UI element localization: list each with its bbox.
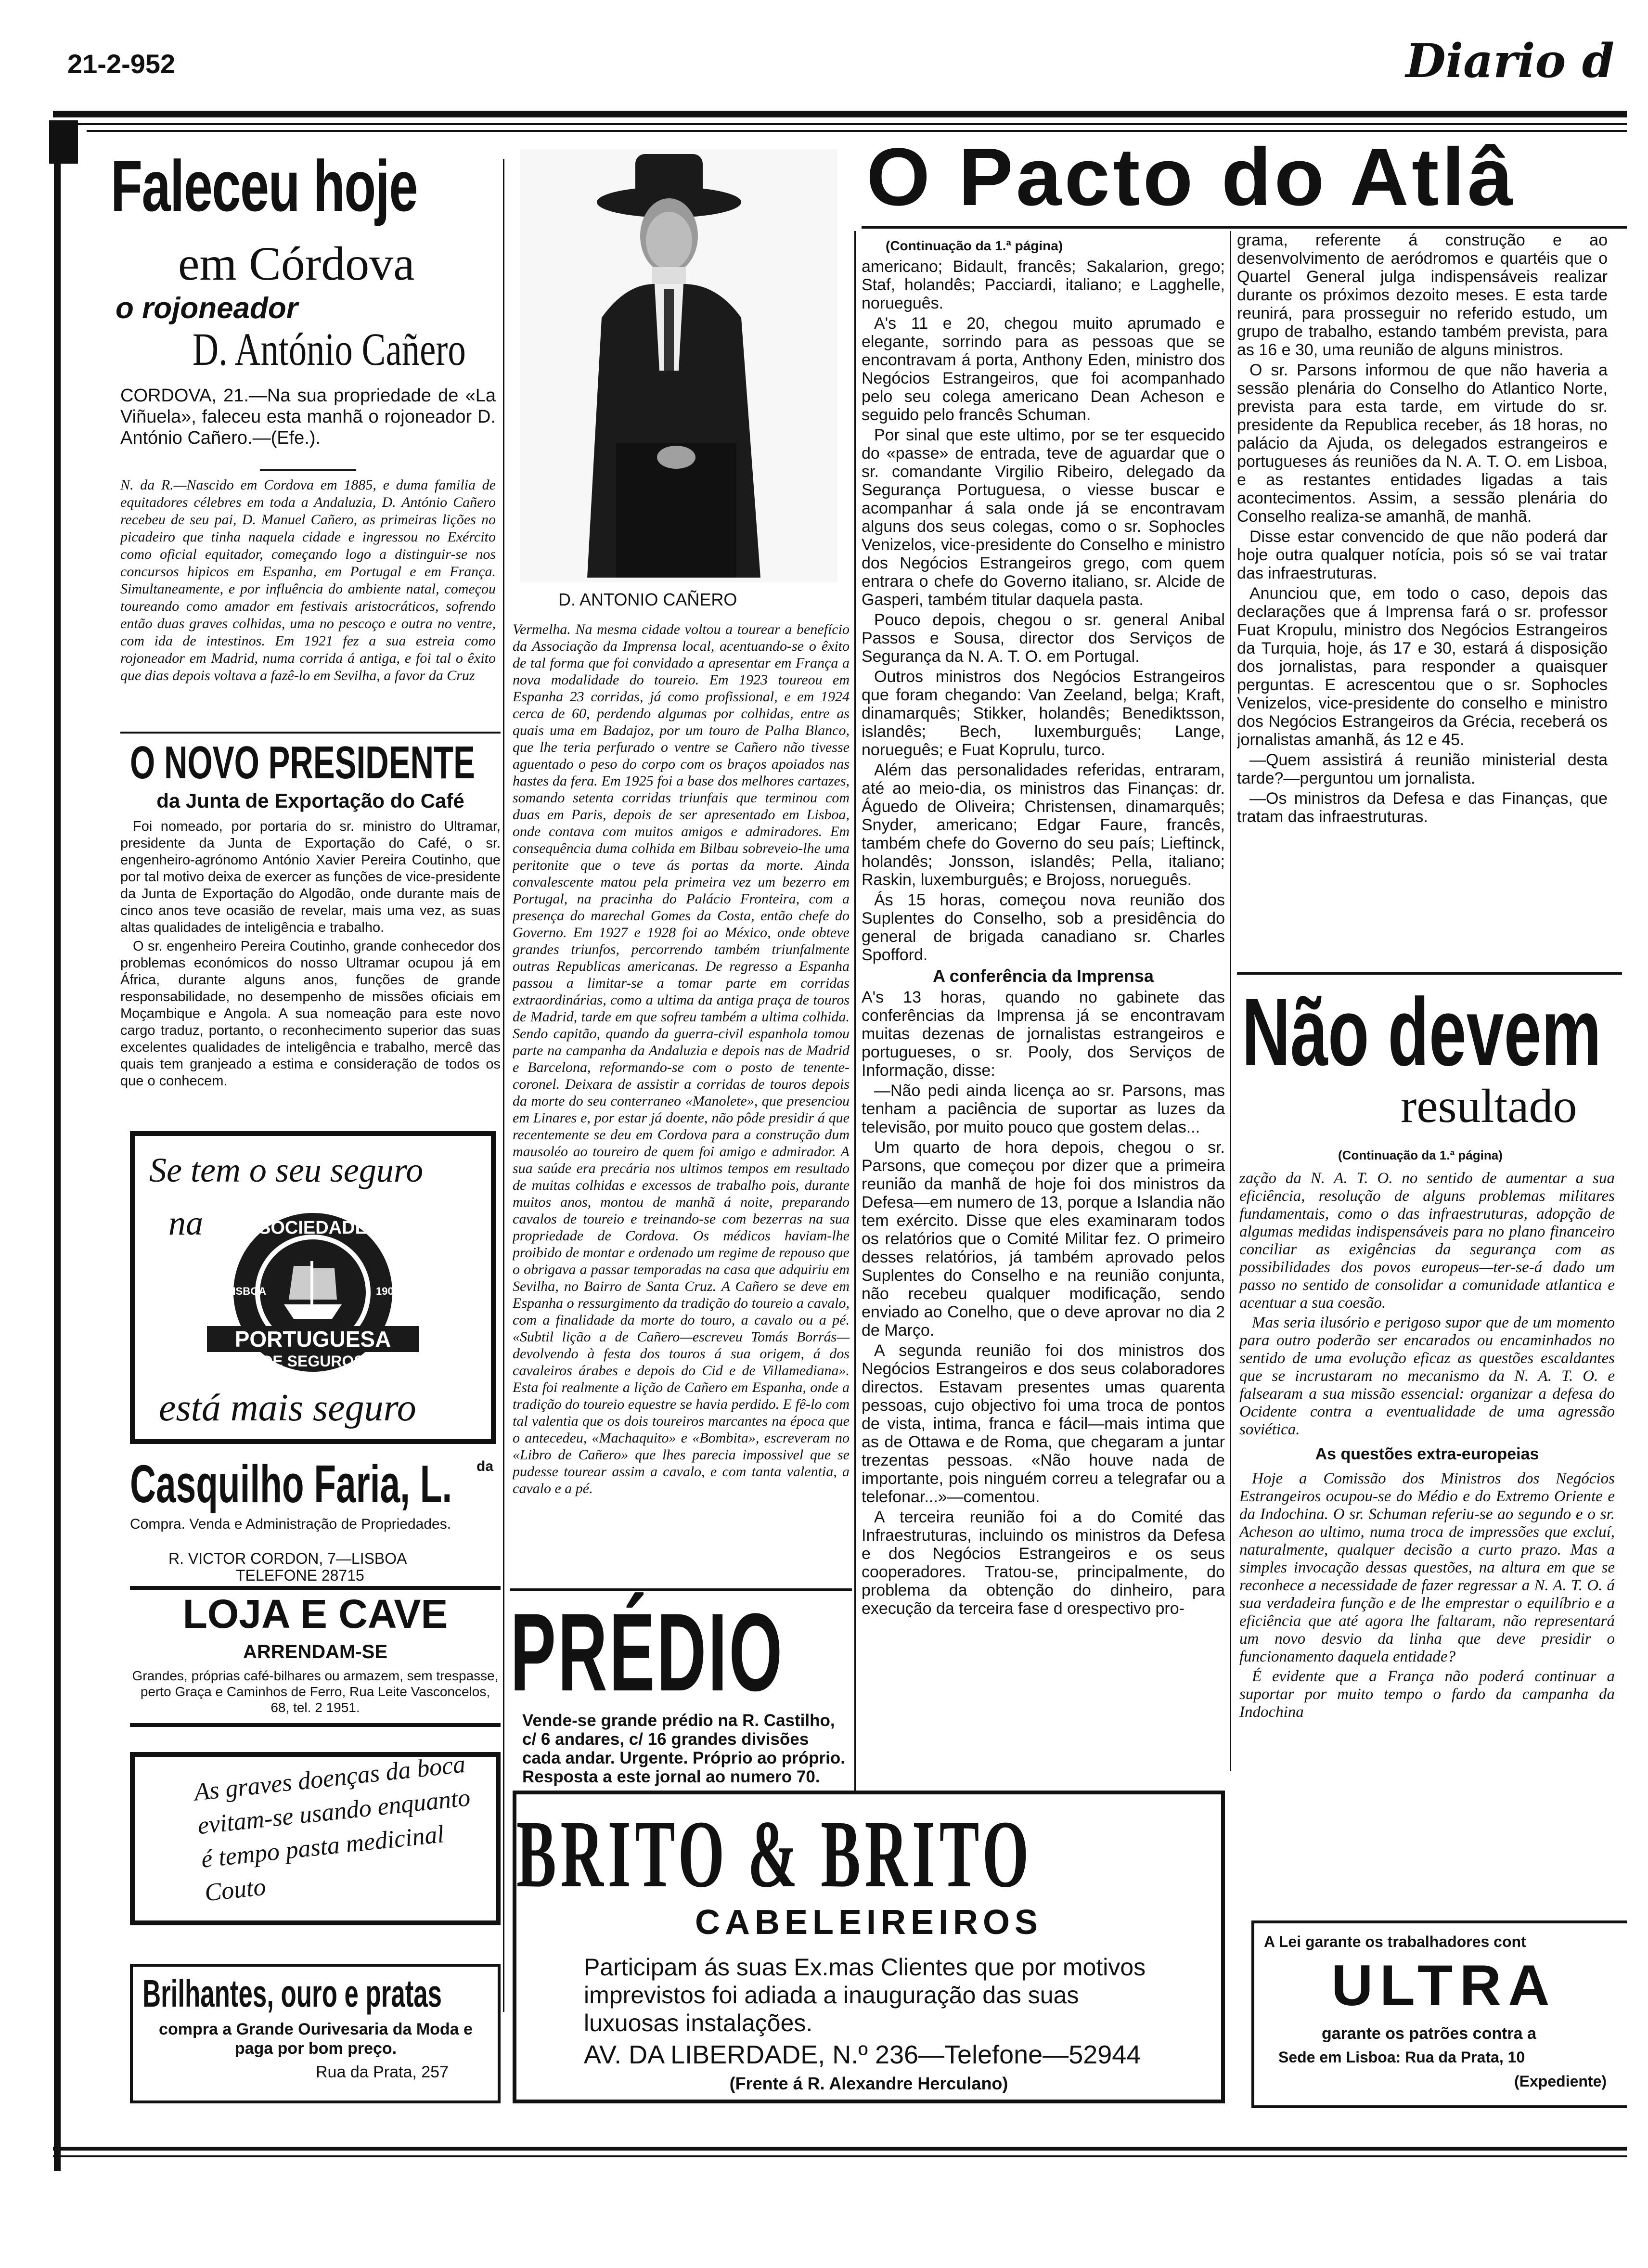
presidente-subhead: da Junta de Exportação do Café [156,789,464,812]
header-rule-1 [53,111,1627,117]
naodevem-subhead-2: As questões extra-europeias [1315,1445,1539,1463]
photo-caption: D. ANTONIO CAÑERO [558,590,737,609]
ad-seguros-seal [221,1208,404,1377]
pacto-col2-paras-paragraph: —Quem assistirá á reunião ministerial desta tarde?—perguntou um jornalista. [1237,751,1608,787]
ad-ultra-line2: garante os patrões contra a [1322,2024,1536,2043]
ad-ultra [1251,1920,1627,2108]
pacto-col1b-paras-paragraph: A's 13 horas, quando no gabinete das conferências da Imprensa já se encontravam muitas dezenas de jornalistas estrangeiros e portugueses, o sr. Pooly, dos Serviços de Informação, disse: [862,988,1225,1080]
seal-mid-text: PORTUGUESA [207,1326,419,1352]
pacto-col1b-paras-paragraph: A terceira reunião foi a do Comité das Infraestruturas, incluindo os ministros da Defesa e dos Negócios Estrangeiros e os seus cooperadores. Tratou-se, principalmente, do problema da obtenção do dinheiro, para execução da terceira fase d orespectivo pro- [862,1508,1225,1618]
seal-bottom-text: DE SEGUROS [261,1353,364,1370]
col-divider-1 [503,159,504,2012]
ad-seguros-line1: Se tem o seu seguro [149,1151,424,1189]
naodevem-subhead: resultado [1401,1079,1577,1133]
ad-seguros-line2: na [168,1204,203,1242]
cordova-subhead-1: em Córdova [178,237,415,290]
pacto-col1-paragraphs [862,258,1225,964]
ad-loja-title: LOJA E CAVE [182,1591,448,1637]
seal-top-text: SOCIEDADE [258,1218,367,1238]
ad-brito-address: AV. DA LIBERDADE, N.º 236—Telefone—52944 [584,2040,1141,2069]
header-rule-2 [53,123,1627,125]
pacto-subhead: A conferência da Imprensa [933,966,1154,986]
photo-antonio-canero [510,144,847,587]
pacto-col2-paras-paragraph: Anunciou que, em todo o caso, depois das declarações que á Imprensa fará o sr. professor Fuat Kropulu, ministro dos Negócios Estrangeiros da Turquia, hoje, ás 17 e 30, estará á disposição dos jornalistas, para responder a quaisquer perguntas. E acrescentou que o sr. Sophocles Venizelos, vice-presidente do conselho e ministro dos Negócios Estrangeiros da Grécia, receberá os jornalistas amanhã, ás 12 e 45. [1237,584,1608,749]
loja-rule [130,1723,501,1727]
cordova-subhead-3: D. António Cañero [193,323,466,375]
ad-brito-text: Participam ás suas Ex.mas Clientes que por motivos imprevistos foi adiada a inauguração das suas luxuosas instalações. [584,1954,1146,2036]
pacto-rule [862,226,1627,229]
seal-right-text: 1900 [376,1285,399,1297]
pacto-col1-paras-paragraph: A's 11 e 20, chegou muito aprumado e elegante, sorrindo para as pessoas que se encontravam á porta, Anthony Eden, ministro dos Negócios Estrangeiros, que foi acompanhado pelo seu colega americano Dean Acheson e seguido pelo francês Schuman. [862,314,1225,424]
ad-casquilho-line1: Compra. Venda e Administração de Propriedades. [130,1516,451,1532]
left-bar-block [49,120,78,164]
ad-seguros [130,1131,496,1444]
naodevem-p2: Mas seria ilusório e perigoso supor que de um momento para outro poderão ser encarados ou encaminhados no sentido de uma evolução eficaz as questões escaldantes que se incrustaram no mecanismo da N. A. T. O. e falsearam a sua missão essencial: organizar a defesa do Ocidente contra a eventualidade de uma agressão soviética. [1239,1314,1615,1438]
pacto-col2-paragraphs [1237,231,1608,826]
presidente-top-rule [120,732,501,734]
ad-couto-text: As graves doenças da boca evitam-se usando enquanto é tempo pasta medicinal Couto [193,1750,472,1907]
naodevem-rule [1237,972,1622,975]
pacto-col1b-paras-paragraph: A segunda reunião foi dos ministros dos Negócios Estrangeiros e dos seus colaboradores directos. Estavam presentes umas quarenta pessoas, cujo objectivo foi uma troca de pontos de vista, intima, franca e fácil—mais intima que as de Ottawa e de Roma, que chegaram a juntar trezentas pessoas. «Não houve nada de importante, pois ninguém correu a telegrafar ou a telefonar...»—comentou. [862,1341,1225,1506]
pacto-col1-paras-paragraph: Outros ministros dos Negócios Estrangeiros que foram chegando: Van Zeeland, belga; Kraft, dinamarquês; Stikker, holandês; Benediktsson, islandês; Bech, luxemburguês; Lange, norueguês; e Fuat Koprulu, turco. [862,668,1225,759]
ad-ultra-line3: Sede em Lisboa: Rua da Prata, 10 [1278,2049,1525,2066]
cordova-note-right: Vermelha. Na mesma cidade voltou a tourear a benefício da Associação da Imprensa local, acentuando-se o êxito de tal forma que foi convidado a apresentar em França a nova modalidade do toureio. Em 1923 toureou em Espanha 23 corridas, já como profissional, e em 1924 cerca de 60, perdendo algumas por colhidas, entre as quais uma em Badajoz, por um touro de Palha Blanco, que lhe teria perfurado o ventre se Cañero não tivesse aguentado o peso do corpo com os braços apoiados nas hastes da fera. Em 1925 foi a base dos melhores cartazes, somando setenta corridas triunfais que terminou com duas em Paris, depois de ser apresentado em Lisboa, onde contava com muitos amigos e admiradores. Em consequência duma colhida em Bilbau sobreveio-lhe uma peritonite que o teve ás portas da morte. Ainda convalescente matou pela primeira vez um bezerro em Portugal, na pracinha do Palácio Fronteira, com a presença do marechal Gomes da Costa, então chefe do Governo. Em 1927 e 1928 foi ao México, onde obteve grandes triunfos, percorrendo também triunfalmente outras Republicas americanas. De regresso a Espanha passou a limitar-se a tomar parte em corridas extraordinárias, como a ultima da antiga praça de touros de Madrid, tarde em que sofreu também a ultima colhida. Sendo capitão, quando da guerra-civil espanhola tomou parte na campanha da Andaluzia e depois nas de Madrid e Barcelona, reformando-se com o posto de tenente-coronel. Deixara de assistir a corridas de touros depois da morte do seu conterraneo «Manolete», que presenciou em Linares e, por estar já doente, não pôde presidir á que recentemente se deu em Cordova para a construção dum mausoléo ao toureiro de quem foi amigo e admirador. A sua saúde era precária nos ultimos tempos em resultado de muitas colhidas e excessos de trabalho pois, durante muitos anos, montou de manhã á noite, preparando cavalos de toureio e treinando-se com bezerras na sua propriedade de Cordova. Os médicos haviam-lhe proibido de montar e ordenado um regime de repouso que o obrigava a passar temporadas na casa que adquiriu em Sevilha, no Bairro de Santa Cruz. A Cañero se deve em Espanha o ressurgimento da tradição do toureio a cavalo, com a finalidade da morte do touro, a cavalo ou a pé. «Subtil lição a de Cañero—escreveu Tomás Borrás—devolvendo à festa dos touros á sua origem, á dos cavaleiros árabes e depois do Cid e de Villamediana». Esta foi realmente a lição de Cañero em Espanha, onde a tradição do toureio equestre se havia perdido. E fê-lo com tal valentia que os dois toureiros marcantes na época que o antecedeu, «Machaquito» e «Bombita», escreveram no «Libro de Cañero» que lhes parecia impossivel que se pudesse tourear assim a cavalo, e com tanta valentia, a cavalo e a pé. [513,621,850,1496]
naodevem-p4: É evidente que a França não poderá continuar a suportar por muito tempo o fardo da campanha da Indochina [1239,1668,1615,1721]
ad-predio-title: PRÉDIO [510,1590,785,1714]
pacto-col1-paras-paragraph: Por sinal que este ultimo, por se ter esquecido do «passe» de entrada, teve de aguardar que o sr. comandante Virgilio Ribeiro, delegado da Segurança Portuguesa, o viesse buscar e acompanhar á sala onde já se encontravam alguns dos seus colegas, como o sr. Sophocles Venizelos, vice-presidente do Conselho e ministro dos Negócios Estrangeiros grego, com quem entrara o chefe do Governo italiano, sr. Alcide de Gasperi, também titular daquela pasta. [862,426,1225,609]
ad-loja-subtitle: ARRENDAM-SE [243,1641,387,1662]
pacto-col1b-paras-paragraph: —Não pedi ainda licença ao sr. Parsons, mas tenham a paciência de suportar as luzes da televisão, por muito pouco que gostem delas... [862,1082,1225,1136]
pacto-col1-paras-paragraph: Ás 15 horas, começou nova reunião dos Suplentes do Conselho, sob a presidência do general de brigada canadiano sr. Charles Spofford. [862,891,1225,964]
cordova-note-left: N. da R.—Nascido em Cordova em 1885, e duma familia de equitadores célebres em toda a Andaluzia, D. António Cañero recebeu de seu pai, D. Manuel Cañero, as primeiras lições no picadeiro que tinha naquela cidade e ingressou no Exército como oficial equitador, começando logo a distinguir-se nos concursos hipicos em Espanha, em Portugal e em França. Simultaneamente, e por influência do ambiente natal, começou toureando como amador em festivais aristocráticos, sofrendo então duas graves colhidas, uma no pescoço e outra no ventre, com ida de intestinos. Em 1921 fez a sua estreia como rojoneador em Madrid, numa corrida á antiga, e foi tal o êxito que dias depois voltava a fazê-lo em Sevilha, a favor da Cruz [120,477,496,683]
ad-loja-text: Grandes, próprias café-bilhares ou armazem, sem trespasse, perto Graça e Caminhos de Ferro, Rua Leite Vasconcelos, 68, tel. 2 1951. [132,1668,499,1715]
page-date: 21-2-952 [67,49,176,79]
casquilho-rule [130,1586,501,1590]
ad-casquilho-sup: da [476,1458,494,1474]
ad-brito [513,1791,1225,2103]
ad-ultra-line4: (Expediente) [1514,2073,1607,2090]
pacto-continuation: (Continuação da 1.ª página) [886,238,1063,253]
presidente-p2: O sr. engenheiro Pereira Coutinho, grande conhecedor dos problemas económicos do nosso Ultramar ocupou já em África, durante alguns anos, funções de grande responsabilidade, no desempenho de missões oficiais em Moçambique e Angola. A sua nomeação para este novo cargo traduz, portanto, o reconhecimento superior das suas excelentes qualidades de inteligência e trabalho, mercê das quais tem granjeado a estima e consideração de todos os que o conhecem. [120,939,501,1089]
cordova-lead: CORDOVA, 21.—Na sua propriedade de «La Viñuela», faleceu esta manhã o rojoneador D. António Cañero.—(Efe.). [120,386,496,448]
bottom-rule-1 [53,2147,1627,2151]
cordova-subhead-2: o rojoneador [116,292,298,325]
ad-casquilho-line3: TELEFONE 28715 [236,1567,364,1584]
ad-brito-title: BRITO & BRITO [516,1801,1033,1907]
ad-casquilho-name: Casquilho Faria, L. da [130,1455,494,1514]
ad-seguros-line3: está mais seguro [159,1387,416,1429]
col-divider-2 [854,231,856,1791]
ad-couto [130,1752,501,1925]
naodevem-body [1239,1170,1615,1911]
presidente-headline: O NOVO PRESIDENTE [130,737,475,788]
ad-casquilho-line2: R. VICTOR CORDON, 7—LISBOA [168,1550,407,1567]
pacto-col1-paras-paragraph: americano; Bidault, francês; Sakalarion, grego; Staf, holandês; Pacciardi, italiano; e Lagghelle, norueguês. [862,258,1225,312]
cordova-headline: Faleceu hoje [111,145,417,226]
seal-left-text: LISBOA [226,1285,267,1297]
naodevem-p3: Hoje a Comissão dos Ministros dos Negócios Estrangeiros ocupou-se do Médio e do Extremo Oriente e da Indochina. O sr. Schuman referiu-se ao segundo e o sr. Acheson ao ultimo, numa troca de impressões que excluí, naturalmente, qualquer decisão a curto prazo. Mas a simples invocação dessas questões, na altura em que se reconhece a necessidade de fazer regressar a N. A. T. O. á sua verdadeira função e de lhe emprestar o equilíbrio e a eficiência que até agora lhe faltaram, não representará um novo desvio da linha que deve presidir o funcionamento daquela entidade? [1239,1470,1615,1665]
pacto-col1-paras-paragraph: Pouco depois, chegou o sr. general Anibal Passos e Sousa, director dos Serviços de Segurança da N. A. T. O. em Portugal. [862,611,1225,666]
left-bar [54,130,61,2171]
presidente-body [120,818,501,1126]
pacto-col2-paras-paragraph: —Os ministros da Defesa e das Finanças, que tratam das infraestruturas. [1237,789,1608,826]
pacto-col2-paras-paragraph: grama, referente á construção e ao desenvolvimento de aeródromos e quartéis que o Quartel General julga indispensáveis realizar durante os próximos dezoito meses. E esta tarde reunirá, para prosseguir no referido estudo, um grupo de trabalho, estando também prevista, para as 16 e 30, uma reunião de alguns ministros. [1237,231,1608,359]
naodevem-continuation: (Continuação da 1.ª página) [1338,1148,1503,1162]
ad-brilhantes [130,1964,501,2103]
newspaper-title: Diario d [1405,34,1614,88]
ad-brilhantes-line1: compra a Grande Ourivesaria da Moda e paga por bom preço. [159,2020,473,2058]
ad-ultra-line1: A Lei garante os trabalhadores cont [1264,1933,1526,1950]
pacto-col1b-paragraphs [862,988,1225,1618]
ad-ultra-title: ULTRA [1331,1953,1557,2018]
pacto-headline: O Pacto do Atlâ [866,131,1516,223]
pacto-col2-paras-paragraph: O sr. Parsons informou de que não haveria a sessão plenária do Conselho do Atlantico Norte, prevista para esta tarde, em virtude do sr. presidente da Republica receber, ás 18 horas, no palácio da Ajuda, os delegados estrangeiros e portugueses ás reuniões da N. A. T. O. em Lisboa, e as restantes entidades ligadas a tais acontecimentos. Assim, a sessão plenária do Conselho realiza-se amanhã, de manhã. [1237,361,1608,526]
ad-brito-ref: (Frente á R. Alexandre Herculano) [729,2074,1008,2093]
naodevem-headline: Não devem [1242,979,1601,1086]
presidente-p1: Foi nomeado, por portaria do sr. ministro do Ultramar, presidente da Junta de Exportação do Café, o sr. engenheiro-agrónomo António Xavier Pereira Coutinho, que por tal motivo deixa de exercer as funções de vice-presidente da Junta de Exportação do Algodão, onde durante mais de cinco anos teve ocasião de revelar, mais uma vez, as suas altas qualidades de inteligência e trabalho. [120,819,501,935]
ad-predio-text: Vende-se grande prédio na R. Castilho, c/ 6 andares, c/ 16 grandes divisões cada andar. Urgente. Próprio ao próprio. Resposta a este jornal ao numero 70. [522,1711,845,1786]
ad-brilhantes-title: Brilhantes, ouro e pratas [142,1972,442,2015]
ad-brito-subtitle: CABELEIREIROS [695,1903,1043,1942]
pacto-col1 [862,258,1225,1793]
ad-brilhantes-line2: Rua da Prata, 257 [316,2063,449,2081]
bottom-rule-2 [53,2155,1627,2157]
pacto-col2 [1237,231,1608,953]
pacto-col2-paras-paragraph: Disse estar convencido de que não poderá dar hoje outra qualquer notícia, pois só se vai tratar das infraestruturas. [1237,528,1608,582]
naodevem-p1: zação da N. A. T. O. no sentido de aumentar a sua eficiência, resolução de alguns problemas militares fundamentais, como o das infraestruturas, adopção de algumas medidas indispensáveis para no plano financeiro conciliar as exigências da segurança com as possibilidades dos povos europeus—ter-se-á dado um passo no sentido de consolidar a comunidade atlantica e acentuar a sua coesão. [1239,1170,1615,1312]
cordova-lead-rule [260,469,356,471]
pacto-col1b-paras-paragraph: Um quarto de hora depois, chegou o sr. Parsons, que começou por dizer que a primeira reunião da manhã de hoje foi dos ministros da Defesa—em numero de 13, porque a Islandia não tem exército. Disse que eles examinaram todos os relatórios que o Comité Militar fez. O primeiro desses relatórios, já também aprovado pelos Suplentes do Conselho e na reunião conjunta, não recebeu qualquer modificação, sendo enviado ao Conelho, que o deve aprovar no dia 2 de Março. [862,1138,1225,1340]
pacto-col1-paras-paragraph: Além das personalidades referidas, entraram, até ao meio-dia, os ministros das Finanças: dr. Águedo de Oliveira; Christensen, dinamarquês; Snyder, americano; Edgar Faure, francês, também chefe do Governo do seu país; Lieftinck, holandês; Jonsson, islandês; Pella, italiano; Raskin, luxemburguês; e Brojoss, norueguês. [862,761,1225,889]
col-divider-3 [1230,231,1231,1771]
